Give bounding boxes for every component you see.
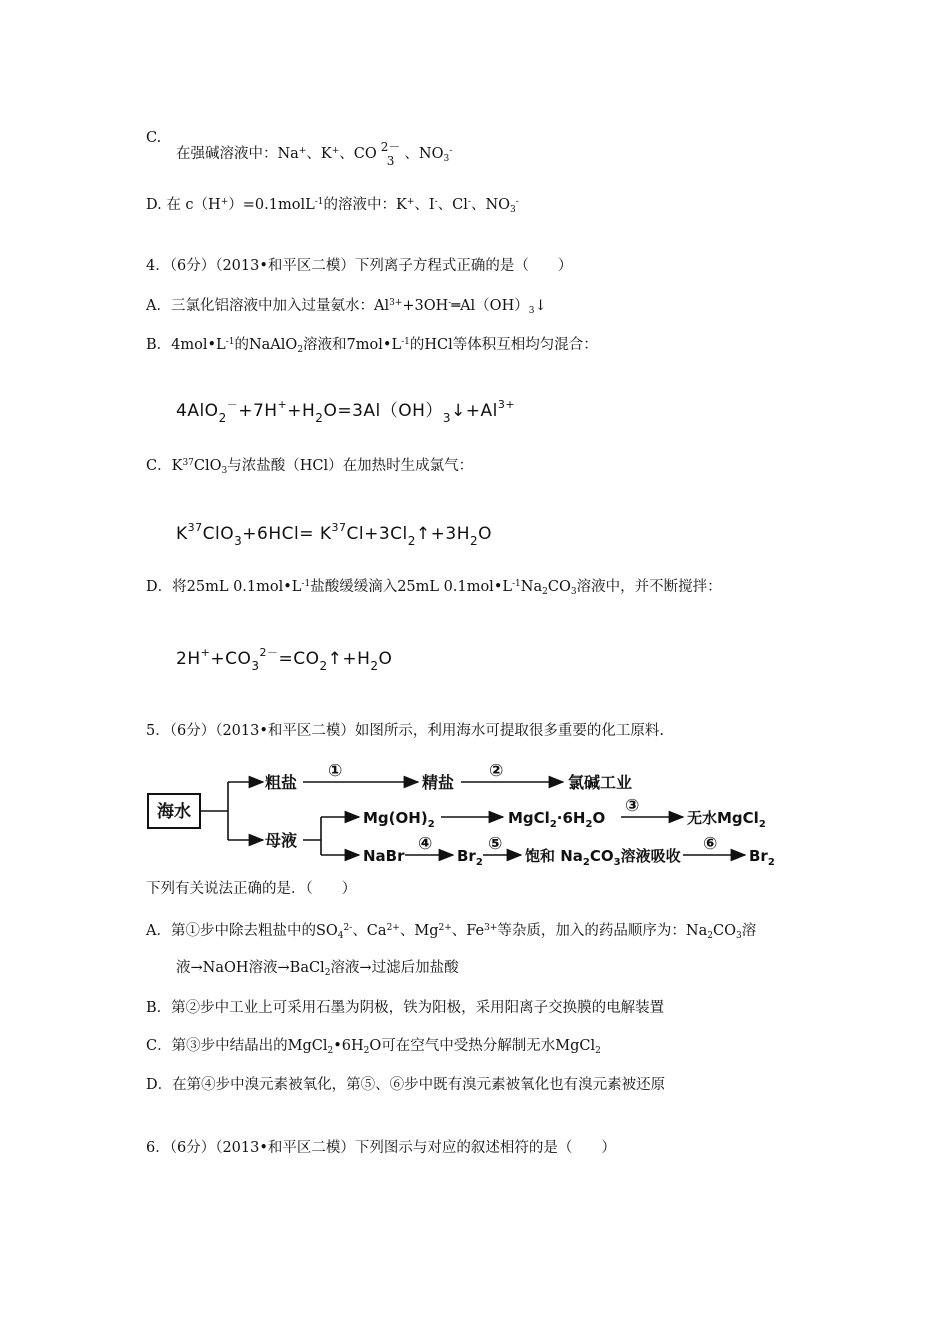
svg-text:Mg(OH)2: $Mg(OH)_2$ xyxy=(363,809,435,830)
step-4-marker: ④ xyxy=(418,834,433,854)
mother-liquor-label: 母液 xyxy=(265,831,298,850)
step-3-marker: ③ xyxy=(625,796,640,816)
br2-label: Br xyxy=(457,847,476,865)
q4-option-b: B．$4mol•L^{-1}$的NaAlO$_2$溶液和$7mol•L^{-1}$的HCl等体积互相均匀混合： xyxy=(146,337,598,355)
q4-option-d-equation: $2H^++CO_3^{2-}=CO_2↑+H_2O$ xyxy=(176,646,393,673)
q5-option-d: D．在第④步中溴元素被氧化，第⑤、⑥步中既有溴元素被氧化也有溴元素被还原 xyxy=(146,1077,666,1093)
q4-option-d: D．将25mL $0.1mol•L^{-1}$盐酸缓缓滴入25mL $0.1mol•L^{-1}Na_2CO_3$溶液中，并不断搅拌： xyxy=(146,579,722,597)
q5-option-c: C．第③步中结晶出的$MgCl_2•6H_2O$可在空气中受热分解制无水MgCl$_2$ xyxy=(146,1038,601,1056)
q5-option-a: A．第①步中除去粗盐中的$SO_4^{2-}$、$Ca^{2+}$、$Mg^{2+}$、$Fe^{3+}$等杂质，加入的药品顺序为：$Na_2CO_3$溶 xyxy=(146,923,757,941)
refined-salt-label: 精盐 xyxy=(422,773,455,792)
na2co3-absorb-label: 饱和 Na xyxy=(525,847,583,865)
svg-text:饱和 Na2CO3溶液吸收: 饱和 $Na_2CO_3$溶液吸收 xyxy=(525,847,681,867)
q6-stem: 6．（6分）（2013•和平区二模）下列图示与对应的叙述相符的是（ ） xyxy=(146,1140,616,1156)
q4-option-b-equation: $4AlO_2^-+7H^++H_2O=3Al(OH)_3↓+Al^{3+}$ xyxy=(176,398,516,425)
q5-stem: 5．（6分）（2013•和平区二模）如图所示，利用海水可提取很多重要的化工原料. xyxy=(146,723,665,739)
svg-text:Br2: $Br_2$ xyxy=(457,847,483,867)
q4-stem: 4．（6分）（2013•和平区二模）下列离子方程式正确的是（ ） xyxy=(146,258,573,274)
step-2-marker: ② xyxy=(489,761,504,781)
q4-option-c-equation: $K^{37}ClO_3+6HCl=$ $K^{37}Cl+3Cl_2↑+3H_2O$ xyxy=(176,521,493,548)
seawater-flow-diagram xyxy=(143,757,793,867)
q5-question: 下列有关说法正确的是．（ ） xyxy=(146,881,357,897)
crude-salt-label: 粗盐 xyxy=(265,773,298,792)
step-6-marker: ⑥ xyxy=(703,834,718,854)
anhydrous-mgcl2-label: 无水MgCl xyxy=(687,809,759,827)
br2-final-label: Br xyxy=(749,847,768,865)
q3-option-c-label: C. xyxy=(146,130,162,146)
nabr-label: NaBr xyxy=(363,847,405,865)
q4-option-c: C．$K^{37}ClO_3$与浓盐酸（HCl）在加热时生成氯气： xyxy=(146,458,474,476)
mgoh2-label: Mg(OH) xyxy=(363,809,428,827)
step-1-marker: ① xyxy=(328,761,343,781)
q3-option-d: D. 在 c（H+）=0.1molL$^{-1}$的溶液中：K+、I-、Cl-、$NO_3^-$ xyxy=(146,197,519,215)
svg-text:Br2: $Br_2$ xyxy=(749,847,775,867)
seawater-label: 海水 xyxy=(157,802,191,822)
q4-option-a: A．三氯化铝溶液中加入过量氨水：$Al^{3+}+3OH^-═Al(OH)_3↓$ xyxy=(146,298,547,316)
mgcl2-hydrate-label: MgCl xyxy=(508,809,550,827)
q5-option-a-line2: 液→NaOH溶液→BaCl$_2$溶液→过滤后加盐酸 xyxy=(176,960,459,978)
svg-text:无水MgCl2: 无水MgCl$_2$ xyxy=(687,809,766,830)
q3-option-c: 在强碱溶液中：Na+、K+、CO 2－ 3 、$NO_3^-$ xyxy=(176,140,453,168)
q5-option-b: B．第②步中工业上可采用石墨为阴极，铁为阳极，采用阳离子交换膜的电解装置 xyxy=(146,1000,665,1016)
svg-text:MgCl2·6H2O: $MgCl_2\cdot 6H_2O$ xyxy=(508,809,606,830)
chlor-alkali-label: 氯碱工业 xyxy=(568,773,633,792)
step-5-marker: ⑤ xyxy=(488,834,503,854)
